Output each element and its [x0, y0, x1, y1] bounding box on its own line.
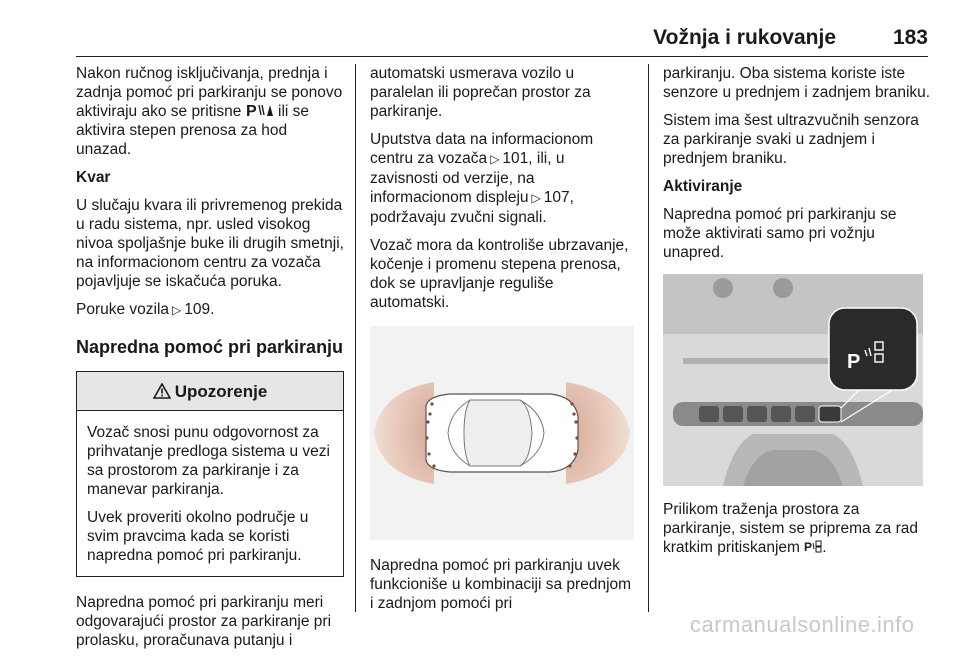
warning-title: Upozorenje: [77, 372, 343, 411]
info-center-link[interactable]: 101, ili, u zavisnosti od verzije, na informacionom displeju: [370, 150, 565, 206]
intro-paragraph: Nakon ručnog isključivanja, prednja i zadnja pomoć pri parkiranju se ponovo aktiviraju ako se pritisne P ili se aktivira stepen prenosa za hod unazad.: [76, 65, 343, 158]
column-1: [76, 64, 344, 659]
paragraph: Sistem ima šest ultrazvučnih senzora za parkiranje svaki u zadnjem i prednjem braniku.: [663, 112, 919, 167]
section-title: Napredna pomoć pri parkiranju: [76, 337, 344, 357]
warning-body: [77, 411, 343, 576]
activation-paragraph: Napredna pomoć pri parkiranju se može aktivirati samo pri vožnju unapred.: [663, 206, 897, 261]
search-paragraph: Prilikom traženja prostora za parkiranje, sistem se priprema za rad kratkim pritiskanjem P .: [663, 501, 918, 556]
parking-assist-button-closeup: [829, 308, 917, 390]
messages-link[interactable]: 109.: [184, 301, 215, 318]
parking-assist-icon: [246, 102, 274, 118]
page-number: 183: [892, 26, 928, 49]
paragraph: parkiranju. Oba sistema koriste iste senzore u prednjem i zadnjem braniku.: [663, 65, 931, 101]
parking-sensor-diagram: [370, 326, 634, 540]
svg-text:P: P: [245, 103, 257, 118]
warning-paragraph: Uvek proveriti okolno područje u svim pravcima kada se koristi napredna pomoć pri parkiranju.: [87, 509, 309, 564]
chapter-title: Vožnja i rukovanje: [653, 26, 836, 49]
parking-assist-icon: [804, 539, 822, 554]
cross-reference-icon: ▷: [172, 303, 182, 317]
car-top-view: [426, 394, 578, 472]
paragraph: Vozač mora da kontroliše ubrzavanje, kočenje i promenu stepena prenosa, dok se upravljanje reguliše automatski.: [370, 237, 629, 311]
messages-paragraph: Poruke vozila ▷ 109.: [76, 301, 215, 318]
bottom-paragraph: Napredna pomoć pri parkiranju meri odgovarajući prostor za parkiranje pri prolasku, proračunava putanju i: [76, 594, 332, 649]
watermark: carmanualsonline.info: [690, 612, 915, 637]
console-button-photo: [663, 274, 923, 486]
activation-heading: Aktiviranje: [663, 178, 743, 195]
warning-triangle-icon: [153, 383, 171, 399]
rear-sensor-zone: [374, 382, 434, 484]
paragraph: Napredna pomoć pri parkiranju uvek funkcioniše u kombinaciji sa prednjom i zadnjom pomoći pri: [370, 557, 632, 612]
svg-text:P: P: [847, 351, 861, 373]
header-rule: [76, 56, 928, 57]
column-2: [370, 64, 635, 622]
warning-paragraph: Vozač snosi punu odgovornost za prihvatanje predloga sistema u vezi sa prostorom za parkiranje i za manevar parkiranja.: [87, 424, 330, 498]
column-3: [663, 64, 931, 566]
info-display-link[interactable]: 107, podržavaju zvučni signali.: [370, 189, 574, 226]
svg-text:P: P: [804, 540, 813, 554]
paragraph: automatski usmerava vozilo u paralelan ili poprečan prostor za parkiranje.: [370, 65, 591, 120]
cross-reference-icon: ▷: [531, 191, 541, 205]
column-divider: [355, 64, 356, 612]
fault-paragraph: U slučaju kvara ili privremenog prekida u radu sistema, npr. usled visokog nivoa spoljašnje buke ili drugih smetnji, na informacionom centru za vozača pojavljuje se iskačuća poruka.: [76, 197, 344, 290]
fault-heading: Kvar: [76, 169, 111, 186]
paragraph: Uputstva data na informacionom centru za vozača ▷ 101, ili, u zavisnosti od verzije, na informacionom displeju ▷ 107, podržavaju zvučni signali.: [370, 131, 594, 226]
cross-reference-icon: ▷: [490, 152, 500, 166]
column-divider: [648, 64, 649, 612]
warning-box: [76, 371, 344, 577]
page-header: [0, 18, 928, 58]
